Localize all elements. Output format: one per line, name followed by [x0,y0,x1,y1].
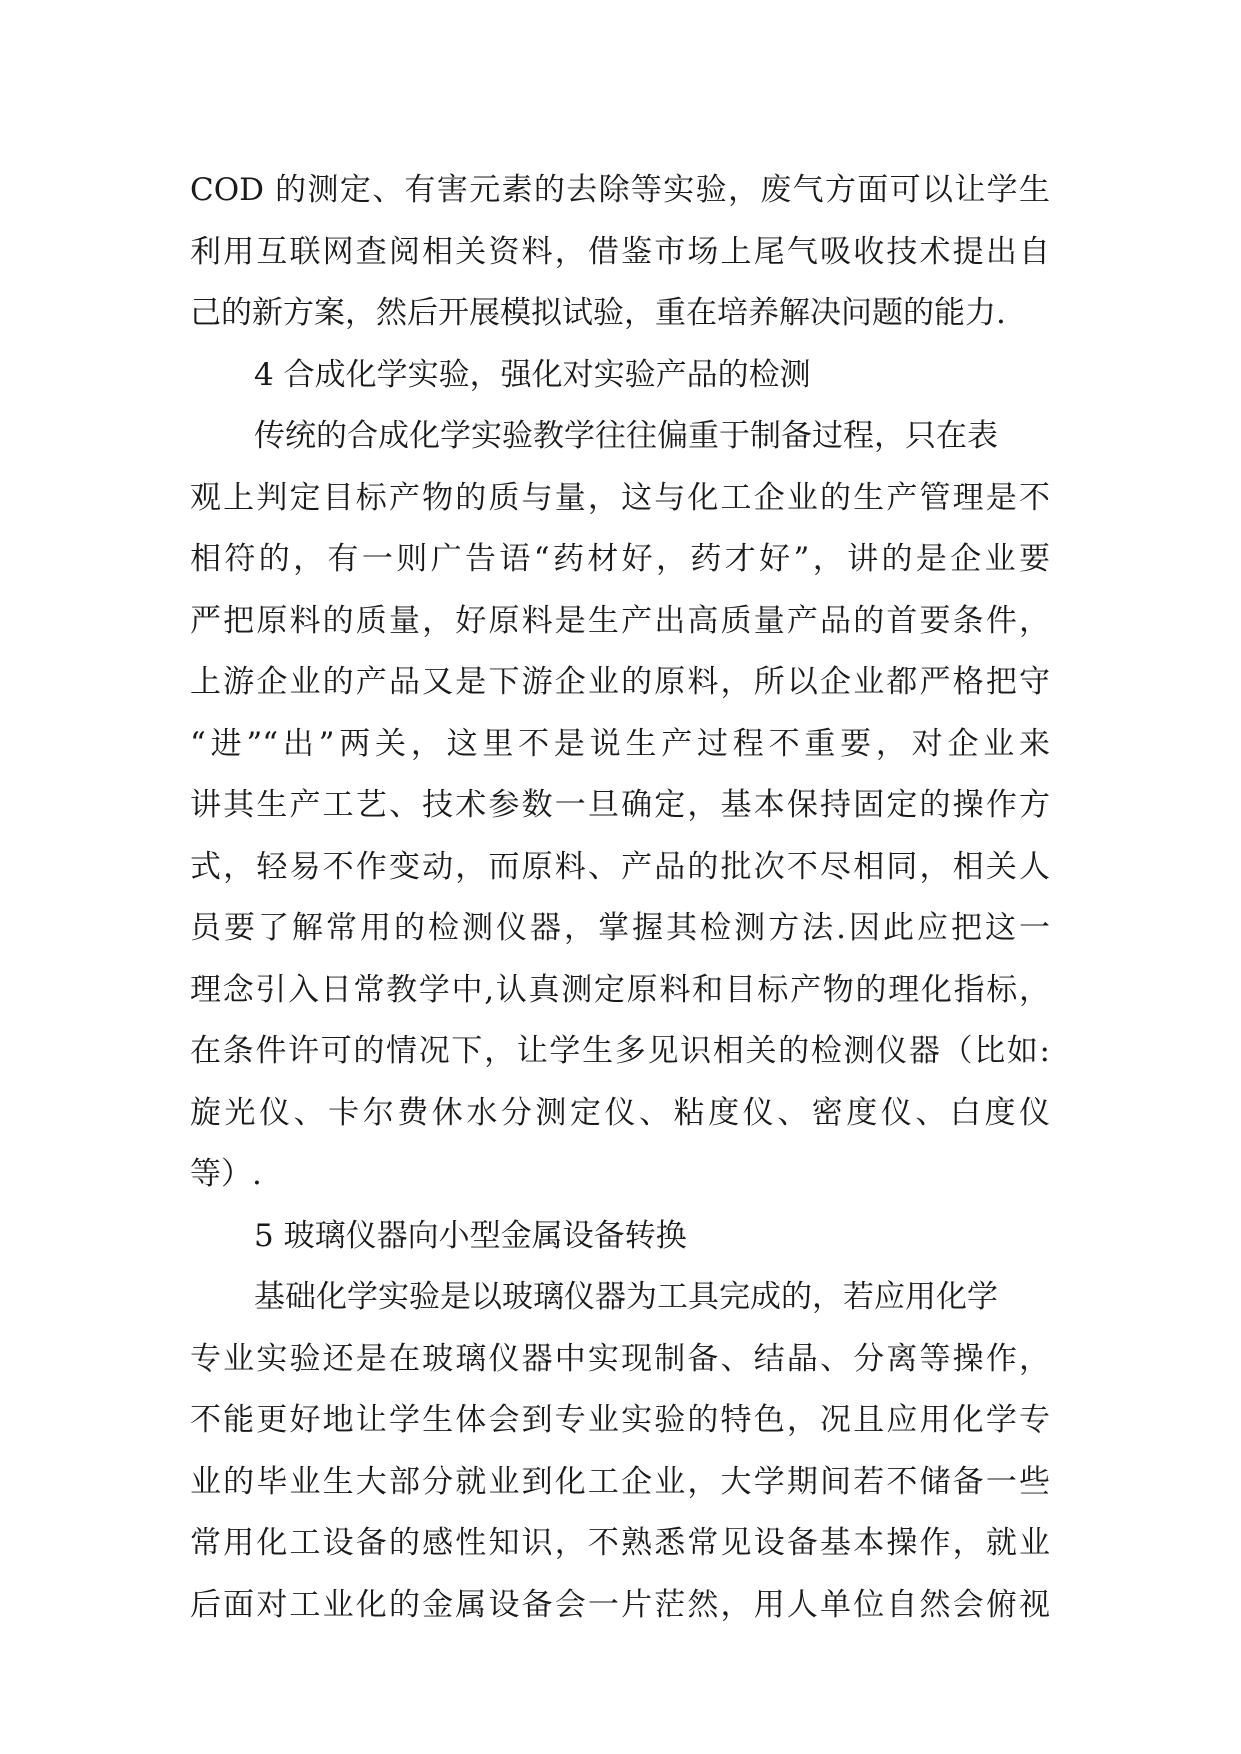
text-line: COD 的测定、有害元素的去除等实验，废气方面可以让学生 [190,172,1050,208]
body-text [190,160,1050,1636]
text-line: 讲其生产工艺、技术参数一旦确定，基本保持固定的操作方 [190,787,1050,823]
text-line: 理念引入日常教学中,认真测定原料和目标产物的理化指标， [190,971,1050,1008]
text-line: 观上判定目标产物的质与量，这与化工企业的生产管理是不 [190,479,1050,516]
text-line: 上游企业的产品又是下游企业的原料，所以企业都严格把守 [190,664,1050,700]
section-heading: 5 玻璃仪器向小型金属设备转换 [254,1217,687,1254]
text-line: 在条件许可的情况下，让学生多见识相关的检测仪器（比如: [190,1033,1050,1069]
text-line: 专业实验还是在玻璃仪器中实现制备、结晶、分离等操作， [190,1340,1050,1377]
text-line: 相符的，有一则广告语“药材好，药才好”，讲的是企业要 [190,541,1050,577]
text-line: 员要了解常用的检测仪器，掌握其检测方法.因此应把这一 [190,910,1050,946]
section-heading: 4 合成化学实验，强化对实验产品的检测 [254,356,811,393]
text-line: 利用互联网查阅相关资料，借鉴市场上尾气吸收技术提出自 [190,233,1050,270]
text-line: 等）. [190,1156,262,1192]
text-line: 后面对工业化的金属设备会一片茫然，用人单位自然会俯视 [190,1586,1050,1623]
text-line: 己的新方案，然后开展模拟试验，重在培养解决问题的能力. [190,295,1006,331]
text-line: 严把原料的质量，好原料是生产出高质量产品的首要条件， [190,602,1050,639]
text-line: 常用化工设备的感性知识，不熟悉常见设备基本操作，就业 [190,1525,1050,1561]
text-line: 业的毕业生大部分就业到化工企业，大学期间若不储备一些 [190,1463,1050,1500]
text-line: 传统的合成化学实验教学往往偏重于制备过程，只在表 [254,418,998,454]
text-line: “进”“出”两关，这里不是说生产过程不重要，对企业来 [190,725,1050,762]
text-line: 基础化学实验是以玻璃仪器为工具完成的，若应用化学 [254,1279,998,1315]
text-line: 式，轻易不作变动，而原料、产品的批次不尽相同，相关人 [190,848,1050,885]
text-line: 不能更好地让学生体会到专业实验的特色，况且应用化学专 [190,1402,1050,1438]
text-line: 旋光仪、卡尔费休水分测定仪、粘度仪、密度仪、白度仪 [190,1094,1050,1131]
